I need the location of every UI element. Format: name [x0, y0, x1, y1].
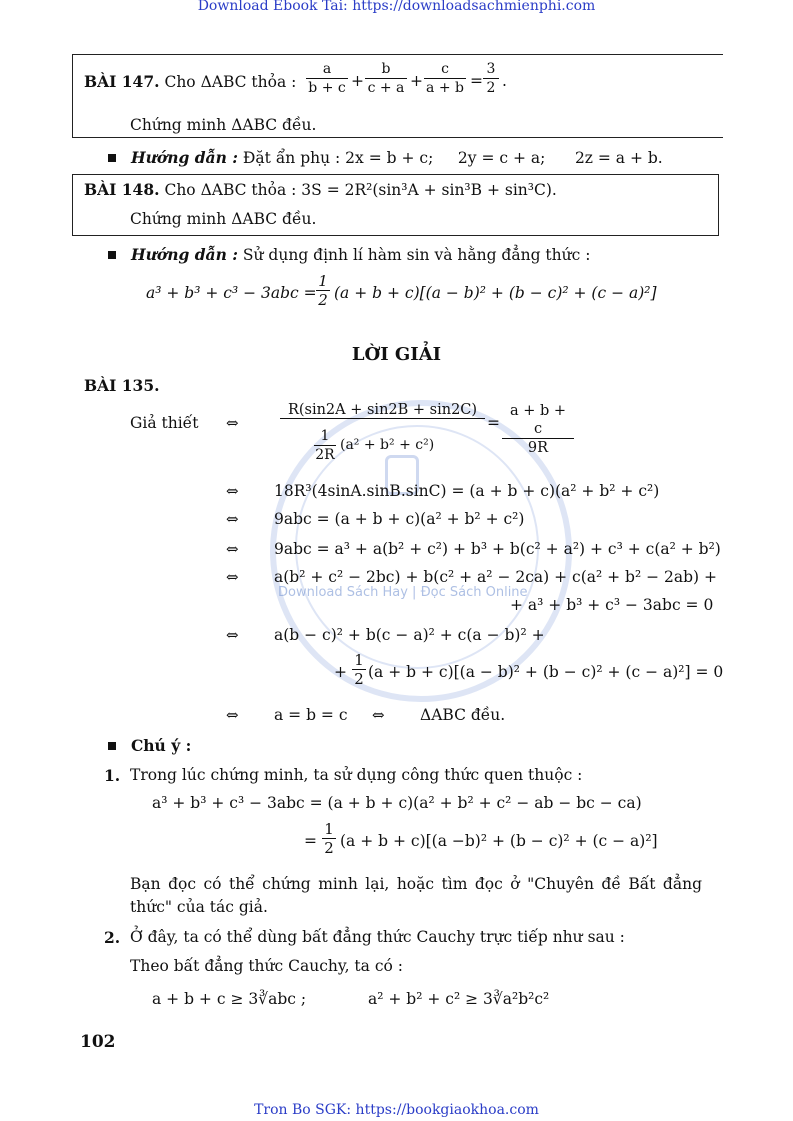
- plus-sign: +: [351, 72, 364, 90]
- fraction-c: $\frac{c}{a + b}$: [424, 60, 466, 97]
- note-label: Chú ý :: [130, 736, 192, 755]
- hint-148-text: Sử dụng định lí hàm sin và hằng đẳng thức :: [242, 246, 591, 264]
- equiv-arrow: ⇔: [226, 482, 239, 500]
- step-5b: (a + b + c)[(a − b)² + (b − c)² + (c − a)²] = 0: [368, 663, 724, 681]
- problem-148-label: BÀI 148.: [84, 180, 160, 199]
- problem-147-text: Cho ΔABC thỏa :: [164, 73, 297, 91]
- fraction-b: $\frac{b}{c + a}$: [365, 60, 407, 97]
- note-1-formula-2: (a + b + c)[(a −b)² + (b − c)² + (c − a)²]: [340, 832, 658, 850]
- gia-thiet-label: Giả thiết: [130, 414, 199, 432]
- equiv-arrow: ⇔: [226, 414, 239, 432]
- note-1-paragraph: Bạn đọc có thể chứng minh lại, hoặc tìm đọc ở "Chuyên đề Bất đẳng: [130, 875, 702, 893]
- hint-148-formula-left: a³ + b³ + c³ − 3abc =: [146, 284, 317, 302]
- step-3: 9abc = a³ + a(b² + c²) + b³ + b(c² + a²) + c³ + c(a² + b²): [274, 540, 721, 558]
- equiv-arrow: ⇔: [226, 540, 239, 558]
- half-fraction: $\frac{1}{2}$: [352, 651, 366, 688]
- conclusion: ΔABC đều.: [420, 706, 506, 724]
- equiv-arrow: ⇔: [226, 626, 239, 644]
- step-6: a = b = c: [274, 706, 348, 724]
- note-1-paragraph-2: thức" của tác giả.: [130, 898, 268, 916]
- hint-148-formula-right: (a + b + c)[(a − b)² + (b − c)² + (c − a)²]: [334, 284, 657, 302]
- inequality-1: a + b + c ≥ 3∛abc ;: [152, 990, 307, 1008]
- watermark-text: Download Sách Hay | Đọc Sách Online: [278, 585, 528, 600]
- problem-147-label: BÀI 147.: [84, 72, 160, 91]
- half-fraction: $\frac{1}{2}$: [322, 820, 336, 857]
- note-heading: [108, 736, 191, 755]
- header-link[interactable]: Download Ebook Tai: https://downloadsachmienphi.com: [197, 0, 596, 14]
- inequality-2: a² + b² + c² ≥ 3∛a²b²c²: [368, 990, 550, 1008]
- page-number: 102: [80, 1032, 116, 1052]
- step-4: a(b² + c² − 2bc) + b(c² + a² − 2ca) + c(a² + b² − 2ab) +: [274, 568, 718, 586]
- hint-147-label: Hướng dẫn :: [130, 148, 238, 167]
- note-1-text: Trong lúc chứng minh, ta sử dụng công thức quen thuộc :: [130, 766, 583, 784]
- note-2-paragraph: Theo bất đẳng thức Cauchy, ta có :: [130, 957, 403, 975]
- bullet-icon: [108, 251, 116, 259]
- step-5: a(b − c)² + b(c − a)² + c(a − b)² +: [274, 626, 545, 644]
- equiv-arrow: ⇔: [372, 706, 385, 724]
- footer-link[interactable]: Tron Bo SGK: https://bookgiaokhoa.com: [254, 1102, 539, 1118]
- lhs-den-fraction: $\frac{1}{2R}$: [315, 428, 335, 463]
- fraction-3-2: $\frac{3}{2}$: [483, 60, 499, 97]
- problem-148-line2: Chứng minh ΔABC đều.: [130, 210, 317, 228]
- hint-148: [108, 245, 590, 264]
- hint-147: [108, 148, 663, 167]
- bullet-icon: [108, 154, 116, 162]
- hint-147-text: Đặt ẩn phụ : 2x = b + c; 2y = c + a; 2z = a + b.: [242, 149, 663, 167]
- equiv-arrow: ⇔: [226, 510, 239, 528]
- fraction-a: $\frac{a}{b + c}$: [306, 60, 348, 97]
- plus-sign: +: [410, 72, 423, 90]
- step-1: 18R³(4sinA.sinB.sinC) = (a + b + c)(a² + b² + c²): [274, 482, 660, 500]
- note-1-formula: a³ + b³ + c³ − 3abc = (a + b + c)(a² + b² + c² − ab − bc − ca): [152, 794, 642, 812]
- note-1-number: 1.: [104, 766, 121, 785]
- equiv-arrow: ⇔: [226, 568, 239, 586]
- rhs-fraction: $\frac{a + b + c}{9R}$: [502, 402, 574, 457]
- equiv-arrow: ⇔: [226, 706, 239, 724]
- problem-147-line2: Chứng minh ΔABC đều.: [130, 116, 317, 134]
- step-2: 9abc = (a + b + c)(a² + b² + c²): [274, 510, 525, 528]
- problem-148-text: Cho ΔABC thỏa : 3S = 2R²(sin³A + sin³B + sin³C).: [164, 181, 557, 199]
- step-4b: + a³ + b³ + c³ − 3abc = 0: [510, 596, 714, 614]
- note-1-eq: =: [304, 832, 317, 850]
- solution-title: LỜI GIẢI: [351, 344, 442, 365]
- note-2-text: Ở đây, ta có thể dùng bất đẳng thức Cauchy trực tiếp như sau :: [130, 928, 625, 946]
- problem-135-label: BÀI 135.: [84, 376, 160, 395]
- problem-148-heading: [84, 180, 557, 199]
- hint-148-label: Hướng dẫn :: [130, 245, 238, 264]
- equals-sign: =: [470, 72, 483, 90]
- plus-sign: +: [334, 663, 347, 681]
- note-2-number: 2.: [104, 928, 121, 947]
- lhs-den-rest: (a² + b² + c²): [340, 437, 435, 453]
- problem-147-heading: [84, 72, 296, 91]
- bullet-icon: [108, 742, 116, 750]
- half-fraction: $\frac{1}{2}$: [316, 272, 330, 309]
- lhs-numerator: R(sin2A + sin2B + sin2C): [280, 402, 485, 419]
